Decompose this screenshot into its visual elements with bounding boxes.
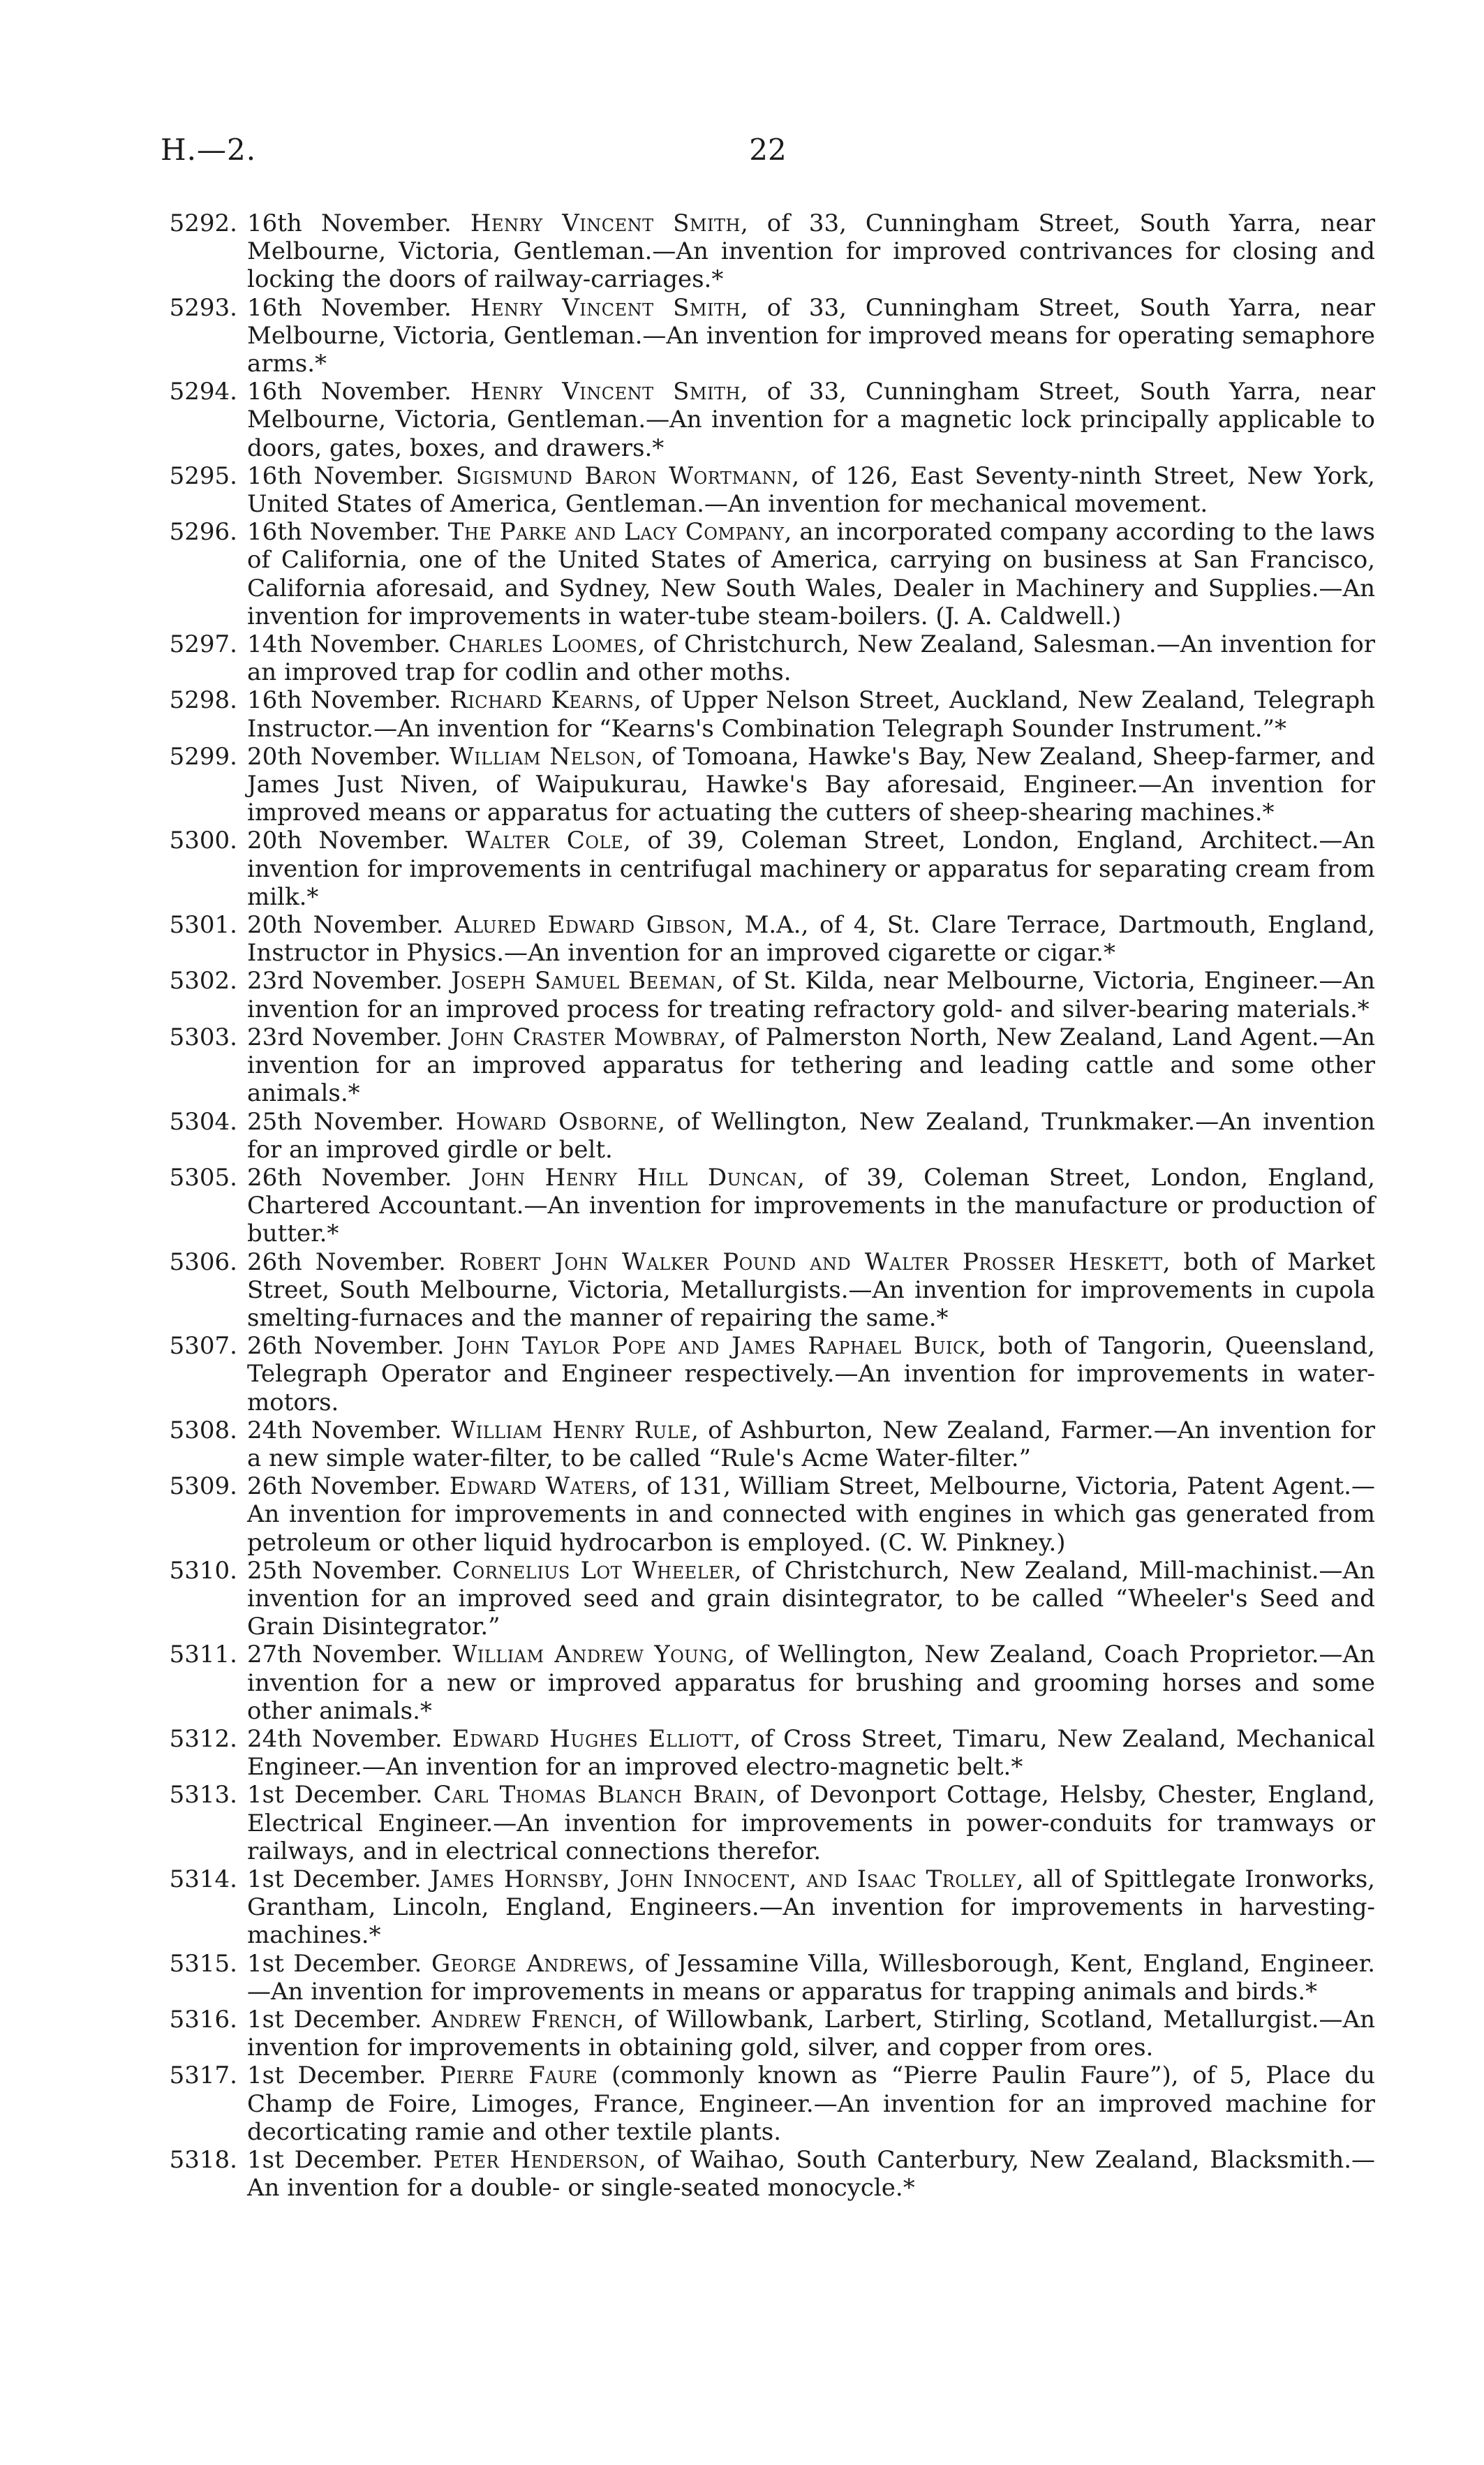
entry-text: [247, 911, 1375, 967]
applicant-name: Pierre Faure: [440, 2061, 598, 2090]
entry-number: 5308.: [169, 1416, 237, 1444]
entry-date: 26th November.: [247, 1248, 446, 1276]
applicant-name: William Henry Rule: [451, 1416, 692, 1444]
entry-date: 23rd November.: [247, 967, 443, 995]
patent-entry: [161, 686, 1375, 742]
entry-number: 5293.: [169, 293, 237, 322]
entry-text: [247, 1332, 1375, 1416]
entry-description: , of Palmerston North, New Zealand, Land Agent.—An invention for an improved apparatus for tethering and leading cattle and some other animals.*: [247, 1023, 1375, 1108]
entry-description: , of Christchurch, New Zealand, Mill-machinist.—An invention for an improved seed and grain disintegrator, to be called “Wheeler's Seed and Grain Disintegrator.”: [247, 1556, 1375, 1641]
entry-date: 20th November.: [247, 911, 444, 940]
entry-text: [247, 827, 1375, 911]
applicant-name: Carl Thomas Blanch Brain: [433, 1781, 759, 1809]
entry-date: 16th November.: [247, 378, 452, 406]
entry-date: 20th November.: [247, 827, 450, 855]
patent-entry: [161, 518, 1375, 630]
entry-date: 25th November.: [247, 1556, 443, 1585]
patent-entry: [161, 630, 1375, 686]
patent-entry: [161, 294, 1375, 378]
entry-date: 27th November.: [247, 1641, 443, 1669]
applicant-name: Edward Waters: [449, 1472, 631, 1501]
entry-date: 1st December.: [247, 1781, 423, 1809]
applicant-name: Andrew French: [431, 2006, 617, 2034]
entry-description: , an incorporated company according to the laws of California, one of the United States of America, carrying on business at San Francisco, California aforesaid, and Sydney, New South Wales, Dealer in Machinery and Supplies.—An invention for improvements in water-tube steam-boilers. (J. A. Caldwell.): [247, 518, 1375, 630]
patent-entry: [161, 1781, 1375, 1865]
entry-description: , of 39, Coleman Street, London, England, Chartered Accountant.—An invention for improvements in the manufacture or production of butter.*: [247, 1163, 1375, 1248]
entry-text: [247, 1023, 1375, 1108]
applicant-name: Peter Henderson: [433, 2146, 639, 2175]
entry-description: (commonly known as “Pierre Paulin Faure”), of 5, Place du Champ de Foire, Limoges, France, Engineer.—An invention for an improved machine for decorticating ramie and other textile plants.: [247, 2061, 1376, 2146]
patent-entry: [161, 743, 1375, 827]
entry-text: [247, 294, 1375, 378]
entry-description: , of Tomoana, Hawke's Bay, New Zealand, Sheep-farmer, and James Just Niven, of Waipukurau, Hawke's Bay aforesaid, Engineer.—An invention for improved means or apparatus for actuating the cutters of sheep-shearing machines.*: [247, 742, 1375, 827]
patent-entry: [161, 911, 1375, 967]
applicant-name: Henry Vincent Smith: [470, 209, 741, 237]
entry-number: 5298.: [169, 686, 237, 715]
entry-text: [247, 630, 1375, 686]
entry-number: 5297.: [169, 630, 237, 659]
entry-number: 5300.: [169, 827, 237, 855]
entry-date: 1st December.: [247, 2061, 426, 2090]
entry-number: 5311.: [169, 1641, 237, 1669]
entry-date: 1st December.: [247, 2146, 423, 2175]
applicant-name: Cornelius Lot Wheeler: [452, 1556, 734, 1585]
entry-description: , M.A., of 4, St. Clare Terrace, Dartmouth, England, Instructor in Physics.—An invention for an improved cigarette or cigar.*: [247, 911, 1375, 968]
entry-text: [247, 1472, 1375, 1557]
patent-entry: [161, 1641, 1375, 1725]
entry-description: , of Wellington, New Zealand, Coach Proprietor.—An invention for a new or improved apparatus for brushing and grooming horses and some other animals.*: [247, 1641, 1375, 1725]
applicant-name: John Taylor Pope and James Raphael Buick: [456, 1332, 979, 1361]
entry-text: [247, 1416, 1375, 1472]
applicant-name: Henry Vincent Smith: [470, 378, 741, 406]
entry-date: 16th November.: [247, 686, 442, 715]
entry-text: [247, 686, 1375, 742]
applicant-name: Charles Loomes: [448, 630, 638, 659]
entry-text: [247, 1725, 1375, 1781]
entry-description: , of 33, Cunningham Street, South Yarra, near Melbourne, Victoria, Gentleman.—An invention for improved contrivances for closing and locking the doors of railway-carriages.*: [247, 209, 1375, 294]
entry-date: 1st December.: [247, 1949, 422, 1978]
entry-number: 5299.: [169, 742, 237, 771]
patent-entry: [161, 1164, 1375, 1248]
patent-entry: [161, 1248, 1375, 1333]
patent-entry: [161, 1108, 1375, 1164]
entry-text: [247, 1781, 1375, 1865]
entry-text: [247, 967, 1375, 1023]
entry-number: 5312.: [169, 1724, 237, 1753]
entry-description: , all of Spittlegate Ironworks, Grantham, Lincoln, England, Engineers.—An invention for improvements in harvesting-machines.*: [247, 1865, 1375, 1950]
entry-date: 25th November.: [247, 1107, 445, 1136]
entry-date: 23rd November.: [247, 1023, 443, 1051]
section-reference: H.—2.: [161, 133, 257, 167]
entry-number: 5301.: [169, 911, 237, 940]
entry-text: [247, 1248, 1375, 1333]
applicant-name: John Henry Hill Duncan: [471, 1163, 798, 1192]
applicant-name: William Andrew Young: [452, 1641, 728, 1669]
entry-description: , of Waihao, South Canterbury, New Zealand, Blacksmith.—An invention for a double- or single-seated monocycle.*: [247, 2146, 1376, 2203]
entry-date: 14th November.: [247, 630, 441, 659]
entry-description: , of St. Kilda, near Melbourne, Victoria, Engineer.—An invention for an improved process for treating refractory gold- and silver-bearing materials.*: [247, 967, 1376, 1023]
entry-text: [247, 1108, 1375, 1164]
entry-text: [247, 1641, 1375, 1725]
applicant-name: George Andrews: [431, 1949, 628, 1978]
entry-number: 5307.: [169, 1332, 237, 1361]
entry-number: 5292.: [169, 209, 237, 237]
entry-date: 1st December.: [247, 1865, 422, 1893]
page-number: 22: [749, 133, 787, 167]
entry-description: , of Willowbank, Larbert, Stirling, Scotland, Metallurgist.—An invention for improvements in obtaining gold, silver, and copper from ores.: [247, 2006, 1376, 2062]
applicant-name: Alured Edward Gibson: [454, 911, 727, 940]
entry-text: [247, 462, 1375, 518]
patent-entry: [161, 1725, 1375, 1781]
entry-number: 5317.: [169, 2061, 237, 2090]
applicant-name: Sigismund Baron Wortmann: [456, 461, 792, 490]
applicant-name: John Craster Mowbray: [450, 1023, 719, 1051]
entry-number: 5315.: [169, 1949, 237, 1978]
entry-date: 16th November.: [247, 209, 452, 237]
applicant-name: Henry Vincent Smith: [470, 293, 741, 322]
entry-text: [247, 1865, 1375, 1950]
patent-entry: [161, 2061, 1375, 2146]
entry-number: 5306.: [169, 1248, 237, 1276]
entry-text: [247, 1557, 1375, 1641]
entry-number: 5295.: [169, 461, 237, 490]
patent-entry: [161, 1416, 1375, 1472]
entry-number: 5318.: [169, 2146, 237, 2175]
entry-description: , of Wellington, New Zealand, Trunkmaker.—An invention for an improved girdle or belt.: [247, 1107, 1375, 1164]
entry-date: 20th November.: [247, 742, 441, 771]
entry-description: , of 131, William Street, Melbourne, Victoria, Patent Agent.—An invention for improvements in and connected with engines in which gas generated from petroleum or other liquid hydrocarbon is employed. (C. W. Pinkney.): [247, 1472, 1375, 1557]
entry-number: 5313.: [169, 1781, 237, 1809]
applicant-name: Richard Kearns: [450, 686, 635, 715]
applicant-name: Howard Osborne: [455, 1107, 658, 1136]
patent-entry: [161, 1472, 1375, 1557]
entry-number: 5303.: [169, 1023, 237, 1051]
patent-entry: [161, 2006, 1375, 2061]
applicant-name: William Nelson: [449, 742, 636, 771]
entry-date: 26th November.: [247, 1332, 445, 1361]
entry-description: , of Ashburton, New Zealand, Farmer.—An invention for a new simple water-filter, to be called “Rule's Acme Water-filter.”: [247, 1416, 1375, 1472]
entry-text: [247, 378, 1375, 462]
entry-number: 5309.: [169, 1472, 237, 1501]
applicant-name: The Parke and Lacy Company: [447, 518, 785, 547]
applicant-name: Robert John Walker Pound and Walter Prosser Heskett: [459, 1248, 1163, 1276]
patent-entry: [161, 827, 1375, 911]
applicant-name: Edward Hughes Elliott: [452, 1724, 734, 1753]
entry-text: [247, 2146, 1375, 2202]
entry-description: , of Christchurch, New Zealand, Salesman.—An invention for an improved trap for codlin and other moths.: [247, 630, 1375, 687]
patent-entry: [161, 1023, 1375, 1108]
patent-entry: [161, 462, 1375, 518]
entry-description: , of 126, East Seventy-ninth Street, New York, United States of America, Gentleman.—An invention for mechanical movement.: [247, 461, 1375, 519]
entry-number: 5316.: [169, 2006, 237, 2034]
patent-entry: [161, 209, 1375, 294]
entry-number: 5302.: [169, 967, 237, 995]
entry-date: 1st December.: [247, 2006, 422, 2034]
entry-number: 5294.: [169, 378, 237, 406]
applicant-name: James Hornsby, John Innocent, and Isaac Trolley: [430, 1865, 1016, 1893]
entry-text: [247, 209, 1375, 294]
entry-date: 24th November.: [247, 1724, 443, 1753]
entry-description: , of 33, Cunningham Street, South Yarra, near Melbourne, Victoria, Gentleman.—An invention for improved means for operating semaphore arms.*: [247, 293, 1375, 378]
entry-number: 5305.: [169, 1163, 237, 1192]
patent-entries-list: [161, 209, 1375, 2202]
entry-date: 16th November.: [247, 293, 452, 322]
applicant-name: Walter Cole: [465, 827, 624, 855]
entry-text: [247, 2006, 1375, 2061]
entry-description: , of 33, Cunningham Street, South Yarra, near Melbourne, Victoria, Gentleman.—An invention for a magnetic lock principally applicable to doors, gates, boxes, and drawers.*: [247, 378, 1375, 462]
entry-text: [247, 518, 1375, 630]
patent-entry: [161, 1950, 1375, 2006]
entry-description: , of Upper Nelson Street, Auckland, New Zealand, Telegraph Instructor.—An invention for “Kearns's Combination Telegraph Sounder Instrument.”*: [247, 686, 1375, 743]
entry-date: 24th November.: [247, 1416, 443, 1444]
entry-description: , of Jessamine Villa, Willesborough, Kent, England, Engineer.—An invention for improvements in means or apparatus for trapping animals and birds.*: [247, 1949, 1376, 2006]
entry-number: 5296.: [169, 518, 237, 547]
entry-number: 5314.: [169, 1865, 237, 1893]
entry-number: 5310.: [169, 1556, 237, 1585]
entry-text: [247, 743, 1375, 827]
entry-description: , both of Market Street, South Melbourne, Victoria, Metallurgists.—An invention for improvements in cupola smelting-furnaces and the manner of repairing the same.*: [247, 1248, 1375, 1332]
entry-date: 26th November.: [247, 1163, 452, 1192]
patent-entry: [161, 378, 1375, 462]
entry-text: [247, 1164, 1375, 1248]
patent-entry: [161, 2146, 1375, 2202]
entry-date: 26th November.: [247, 1472, 441, 1501]
entry-text: [247, 1950, 1375, 2006]
entry-description: , of 39, Coleman Street, London, England, Architect.—An invention for improvements in centrifugal machinery or apparatus for separating cream from milk.*: [247, 827, 1375, 911]
entry-description: , both of Tangorin, Queensland, Telegraph Operator and Engineer respectively.—An invention for improvements in water-motors.: [247, 1332, 1375, 1416]
entry-number: 5304.: [169, 1107, 237, 1136]
entry-description: , of Devonport Cottage, Helsby, Chester, England, Electrical Engineer.—An invention for improvements in power-conduits for tramways or railways, and in electrical connections therefor.: [247, 1781, 1376, 1865]
patent-entry: [161, 967, 1375, 1023]
patent-entry: [161, 1332, 1375, 1416]
page-header: [161, 133, 1375, 182]
entry-date: 16th November.: [247, 461, 445, 490]
entry-text: [247, 2061, 1375, 2146]
patent-entry: [161, 1557, 1375, 1641]
applicant-name: Joseph Samuel Beeman: [451, 967, 717, 995]
entry-description: , of Cross Street, Timaru, New Zealand, Mechanical Engineer.—An invention for an improved electro-magnetic belt.*: [247, 1724, 1375, 1782]
patent-entry: [161, 1865, 1375, 1950]
entry-date: 16th November.: [247, 518, 440, 547]
